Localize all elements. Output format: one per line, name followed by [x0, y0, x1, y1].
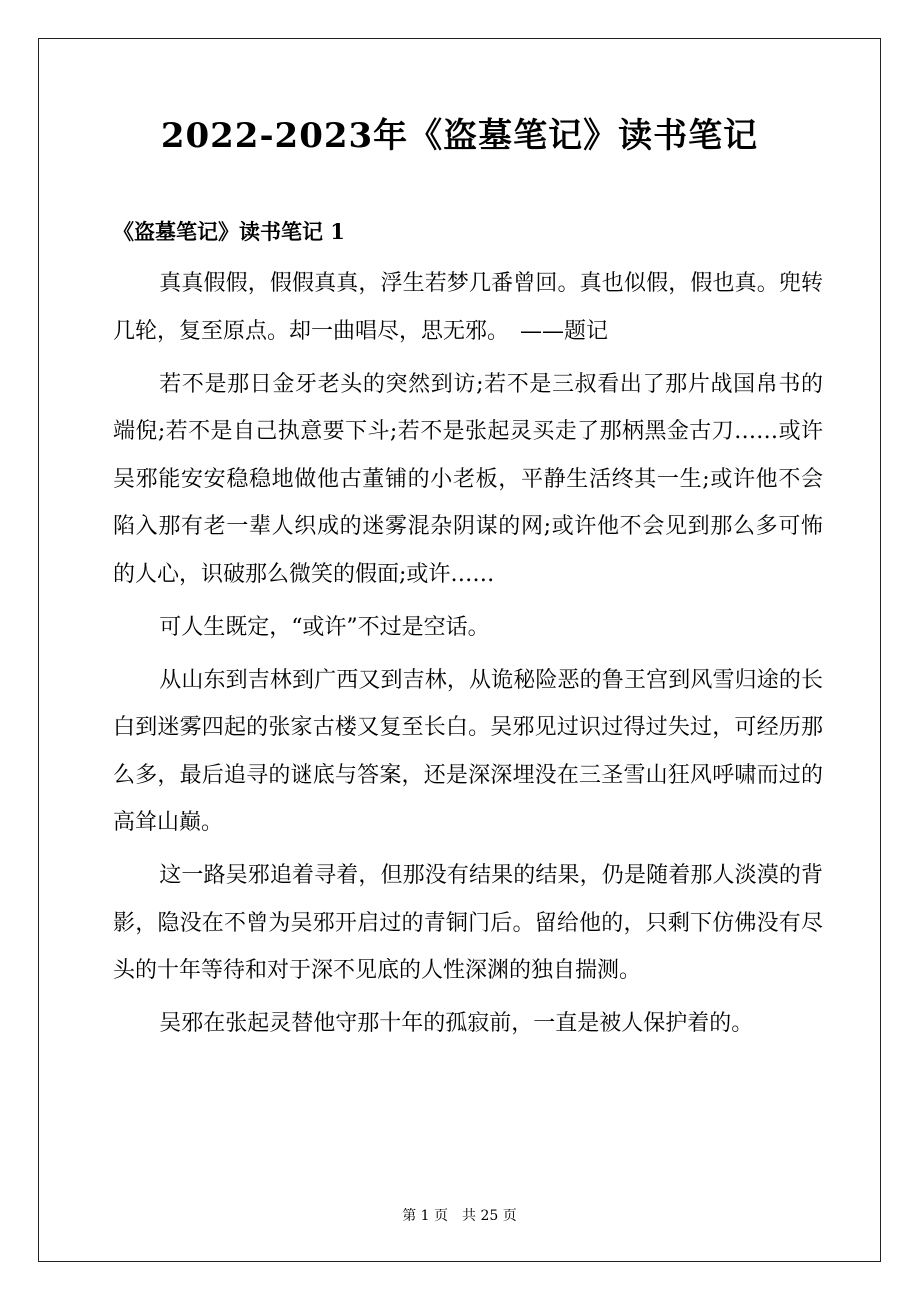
- page-count: 共 25 页: [462, 1208, 517, 1224]
- paragraph: 若不是那日金牙老头的突然到访;若不是三叔看出了那片战国帛书的端倪;若不是自己执意要下斗;若不是张起灵买走了那柄黑金古刀……或许吴邪能安安稳稳地做他古董铺的小老板，平静生活终其一生;或许他不会陷入那有老一辈人织成的迷雾混杂阴谋的网;或许他不会见到那么多可怖的人心，识破那么微笑的假面;或许……: [113, 371, 823, 587]
- paragraph: 可人生既定，“或许”不过是空话。: [159, 614, 490, 640]
- section-heading: 《盗墓笔记》读书笔记 1: [113, 219, 345, 244]
- document-title: 2022-2023年《盗墓笔记》读书笔记: [160, 116, 759, 156]
- document-body: [113, 260, 823, 1053]
- page-footer: [38, 1206, 881, 1226]
- paragraph: 这一路吴邪追着寻着，但那没有结果的结果，仍是随着那人淡漠的背影，隐没在不曾为吴邪开启过的青铜门后。留给他的，只剩下仿佛没有尽头的十年等待和对于深不见底的人性深渊的独自揣测。: [113, 863, 823, 983]
- paragraph: 吴邪在张起灵替他守那十年的孤寂前，一直是被人保护着的。: [159, 1011, 754, 1036]
- paragraph: 真真假假，假假真真，浮生若梦几番曾回。真也似假，假也真。兜转几轮，复至原点。却一曲唱尽，思无邪。 ——题记: [113, 271, 823, 344]
- paragraph: 从山东到吉林到广西又到吉林，从诡秘险恶的鲁王宫到风雪归途的长白到迷雾四起的张家古楼又复至长白。吴邪见过识过得过失过，可经历那么多，最后追寻的谜底与答案，还是深深埋没在三圣雪山狂风呼啸而过的高耸山巅。: [113, 667, 823, 835]
- page-number: 第 1 页: [402, 1208, 449, 1224]
